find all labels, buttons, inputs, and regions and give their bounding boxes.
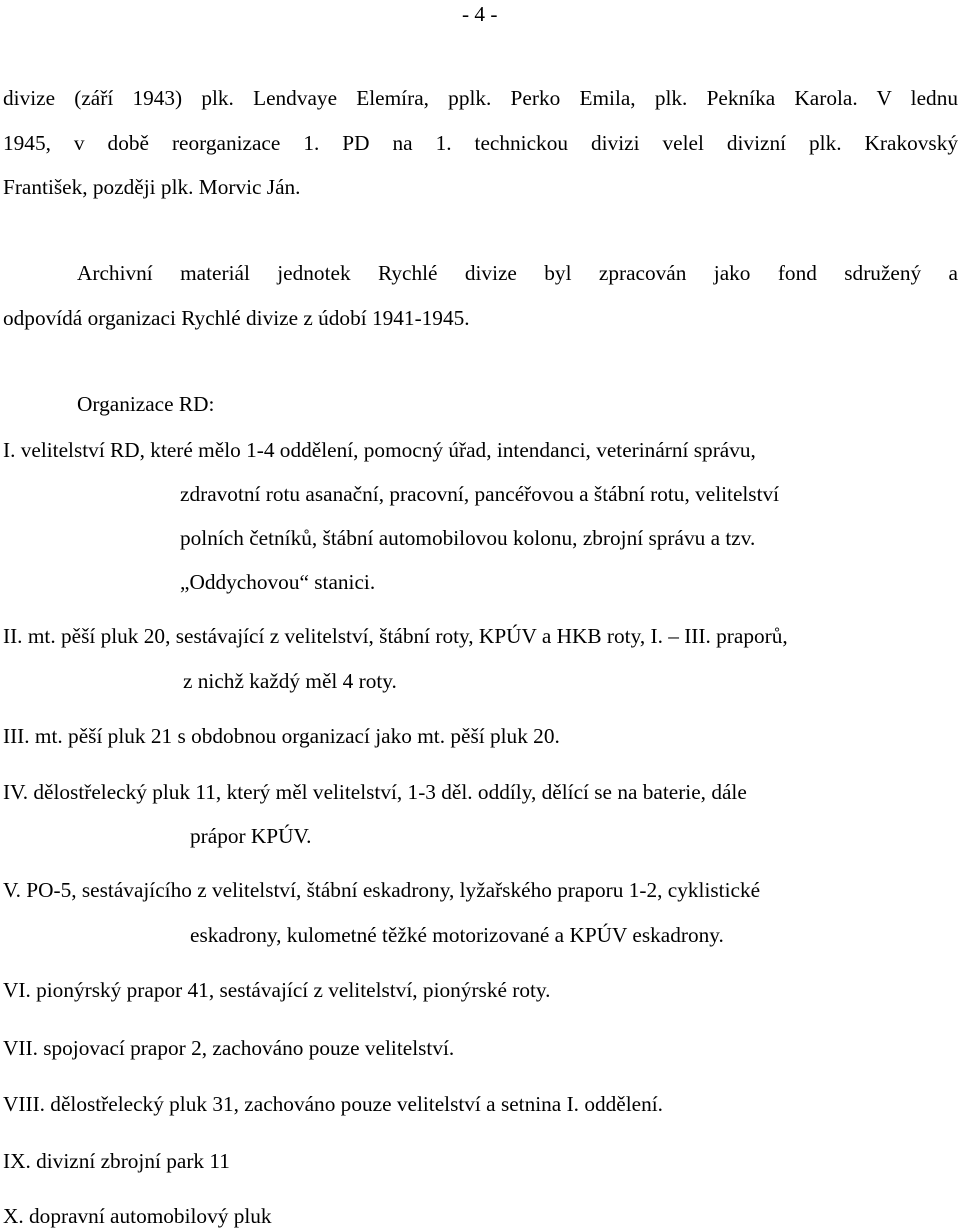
archive-line: Archivní materiál jednotek Rychlé divize byl zpracován jako fond sdružený a — [77, 261, 958, 285]
unit-main-line: IV. dělostřelecký pluk 11, který měl velitelství, 1-3 děl. oddíly, dělící se na baterie, dále — [3, 780, 747, 804]
unit-continuation-line: prápor KPÚV. — [190, 824, 312, 848]
page-number: - 4 - — [462, 2, 498, 26]
unit-main-line: II. mt. pěší pluk 20, sestávající z velitelství, štábní roty, KPÚV a HKB roty, I. – III. praporů, — [3, 624, 788, 648]
unit-main-line: VIII. dělostřelecký pluk 31, zachováno pouze velitelství a setnina I. oddělení. — [3, 1092, 663, 1116]
unit-main-line: VI. pionýrský prapor 41, sestávající z velitelství, pionýrské roty. — [3, 978, 551, 1002]
unit-continuation-line: „Oddychovou“ stanici. — [180, 570, 376, 594]
organization-heading: Organizace RD: — [77, 392, 215, 416]
unit-main-line: IX. divizní zbrojní park 11 — [3, 1149, 230, 1173]
unit-main-line: V. PO-5, sestávajícího z velitelství, štábní eskadrony, lyžařského praporu 1-2, cyklistické — [3, 878, 761, 902]
unit-main-line: VII. spojovací prapor 2, zachováno pouze velitelství. — [3, 1036, 455, 1060]
unit-continuation-line: polních četníků, štábní automobilovou kolonu, zbrojní správu a tzv. — [180, 526, 756, 550]
unit-continuation-line: eskadrony, kulometné těžké motorizované a KPÚV eskadrony. — [190, 923, 724, 947]
unit-main-line: X. dopravní automobilový pluk — [3, 1204, 272, 1228]
intro-line: divize (září 1943) plk. Lendvaye Elemíra, pplk. Perko Emila, plk. Pekníka Karola. V lednu — [3, 86, 958, 110]
unit-continuation-line: zdravotní rotu asanační, pracovní, pancéřovou a štábní rotu, velitelství — [180, 482, 780, 506]
unit-main-line: I. velitelství RD, které mělo 1-4 oddělení, pomocný úřad, intendanci, veterinární správu, — [3, 438, 756, 462]
intro-line: František, později plk. Morvic Ján. — [3, 175, 301, 199]
unit-main-line: III. mt. pěší pluk 21 s obdobnou organizací jako mt. pěší pluk 20. — [3, 724, 560, 748]
archive-line: odpovídá organizaci Rychlé divize z údobí 1941-1945. — [3, 306, 470, 330]
unit-continuation-line: z nichž každý měl 4 roty. — [183, 669, 397, 693]
intro-line: 1945, v době reorganizace 1. PD na 1. technickou divizi velel divizní plk. Krakovský — [3, 131, 958, 155]
